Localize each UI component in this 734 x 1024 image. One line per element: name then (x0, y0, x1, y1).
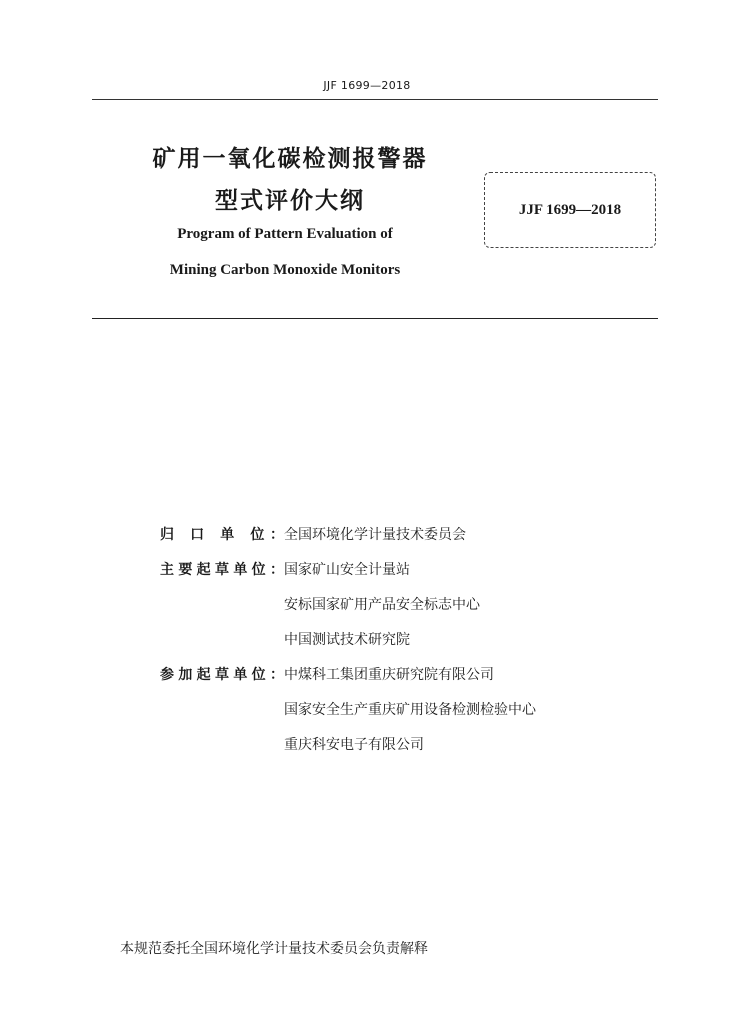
org-value: 国家矿山安全计量站 (284, 561, 410, 578)
interpretation-note: 本规范委托全国环境化学计量技术委员会负责解释 (120, 941, 428, 957)
org-value: 中煤科工集团重庆研究院有限公司 (284, 666, 494, 683)
title-rule (92, 318, 658, 319)
org-row (130, 586, 650, 621)
org-value: 国家安全生产重庆矿用设备检测检验中心 (284, 701, 536, 718)
org-value: 安标国家矿用产品安全标志中心 (284, 596, 480, 613)
header-code: JJF 1699—2018 (323, 79, 411, 92)
org-row (130, 551, 650, 586)
org-value: 重庆科安电子有限公司 (284, 736, 424, 753)
header-rule (92, 99, 658, 100)
title-chinese-line1: 矿用一氧化碳检测报警器 (152, 146, 428, 172)
org-row (130, 516, 650, 551)
org-value: 全国环境化学计量技术委员会 (284, 526, 466, 543)
org-row (130, 691, 650, 726)
standard-code: JJF 1699—2018 (518, 201, 622, 218)
title-english-line1: Program of Pattern Evaluation of (177, 226, 393, 242)
org-value: 中国测试技术研究院 (284, 631, 410, 648)
title-english-line2: Mining Carbon Monoxide Monitors (169, 262, 401, 278)
org-label: 归 口 单 位： (160, 526, 284, 543)
org-label: 主要起草单位： (160, 561, 284, 578)
org-row (130, 656, 650, 691)
title-chinese-line2: 型式评价大纲 (215, 188, 365, 214)
drafting-organizations (130, 516, 650, 761)
standard-code-box (484, 172, 656, 248)
org-row (130, 726, 650, 761)
org-row (130, 621, 650, 656)
org-label: 参加起草单位： (160, 666, 284, 683)
